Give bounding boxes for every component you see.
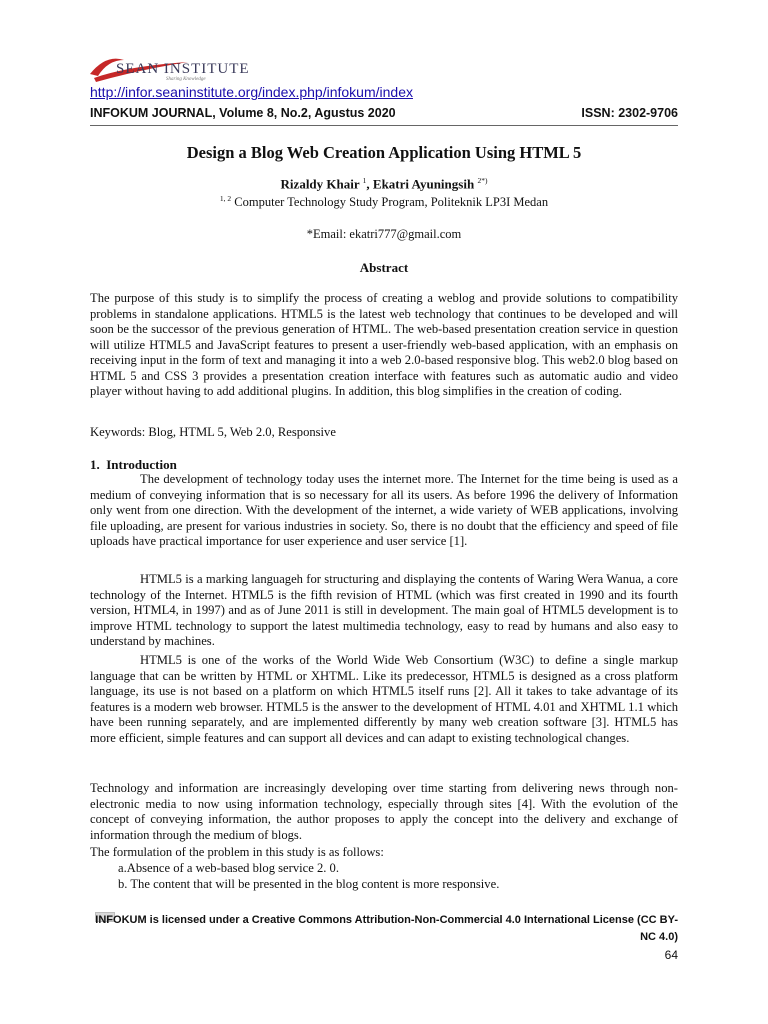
journal-url-link[interactable]: http://infor.seaninstitute.org/index.php/infokum/index [90, 84, 413, 100]
abstract-text: The purpose of this study is to simplify the process of creating a weblog and provide solutions to compatibility problems in standalone applications. HTML5 is the latest web technology that continues to be developed and will soon be the successor of the previous generation of HTML. The web-based presentation creation service in question will utilize HTML5 and JavaScript features to present a user-friendly web-based application, with an emphasis on receiving input in the form of text and managing it into a web 2.0-based responsive blog. This web2.0 blog based on HTML 5 and CSS 3 provides a presentation creation interface with features such as automatic audio and video player without having to add additional plugins. In addition, this blog simplifies in the creation of coding. [90, 291, 678, 398]
logo-text: SEAN INSTITUTE [116, 61, 250, 77]
problem-formulation-intro: The formulation of the problem in this study is as follows: [90, 845, 384, 859]
author-2-sup: 2*) [477, 176, 488, 185]
intro-paragraph-4: Technology and information are increasingly developing over time starting from delivering news through non-electronic media to now using information technology, especially through sites [4]. With the evolution of the concept of conveying information, the author proposes to apply the concept into the delivery and exchange of information through the medium of blogs. [90, 781, 678, 842]
journal-issn: ISSN: 2302-9706 [581, 106, 678, 120]
author-1-sup: 1 [362, 176, 367, 185]
license-footer: INFOKUM is licensed under a Creative Commons Attribution-Non-Commercial 4.0 International License (CC BY-NC 4.0) [95, 914, 678, 943]
affiliation-text: Computer Technology Study Program, Politeknik LP3I Medan [234, 195, 549, 210]
author-1-name: Rizaldy Khair [280, 176, 360, 192]
abstract-heading: Abstract [359, 260, 409, 275]
logo-tagline: Sharing Knowledge [166, 77, 206, 82]
author-line: Rizaldy Khair $^1$, Ekatri Ayuningsih $^{2*)}$ [280, 176, 488, 192]
paper-title: Design a Blog Web Creation Application Using HTML 5 [186, 143, 582, 162]
section-heading-introduction: 1. Introduction [90, 457, 177, 472]
journal-citation: INFOKUM JOURNAL, Volume 8, No.2, Agustus 2020 [90, 106, 396, 120]
author-2-name: Ekatri Ayuningsih [372, 176, 475, 192]
keywords: Keywords: Blog, HTML 5, Web 2.0, Responsive [90, 425, 336, 439]
affiliation-sup: 1, 2 [219, 194, 232, 203]
affiliation [0, 194, 768, 210]
intro-paragraph-2: HTML5 is a marking languageh for structuring and displaying the contents of Waring Wera Wanua, a core technology of the Internet. HTML5 is the fifth revision of HTML (which was first created in 1990 and its fourth version, HTML4, in 1997) and as of June 2011 is still in development. The main goal of HTML5 development is to improve HTML technology to support the latest multimedia technology, easy to read by humans and also easy to understand by machines. [90, 572, 678, 648]
intro-paragraph-3: HTML5 is one of the works of the World Wide Web Consortium (W3C) to define a single markup language that can be written by HTML or XHTML. Like its predecessor, HTML5 is designed as a cross platform language, its use is not based on a platform on which HTML5 itself runs [2]. All it takes to take advantage of its features is a modern web browser. HTML5 is the answer to the development of HTML 4.01 and XHTML 1.1 which have been running separately, and are implemented differently by many web creation software [3]. HTML5 has more efficient, simple features and can support all devices and can adapt to existing technological changes. [90, 653, 678, 745]
corresponding-email: *Email: ekatri777@gmail.com [306, 227, 462, 241]
journal-header [90, 106, 678, 120]
problem-list-item-a: a.Absence of a web-based blog service 2. 0. [118, 861, 340, 875]
problem-list-item-b: b. The content that will be presented in the blog content is more responsive. [118, 877, 500, 891]
page-number: 64 [664, 948, 678, 962]
publisher-logo [88, 52, 248, 88]
intro-paragraph-1: The development of technology today uses the internet more. The Internet for the time being is used as a medium of conveying information that is so necessary for all its users. As before 1996 the delivery of Information only went from one direction. With the development of the internet, a wide variety of WEB applications, involving file uploading, are present for various industries in society. So, there is no doubt that the efficiency and speed of file uploads have practical importance for user experience and user service [1]. [90, 472, 678, 548]
header-divider [90, 125, 678, 126]
